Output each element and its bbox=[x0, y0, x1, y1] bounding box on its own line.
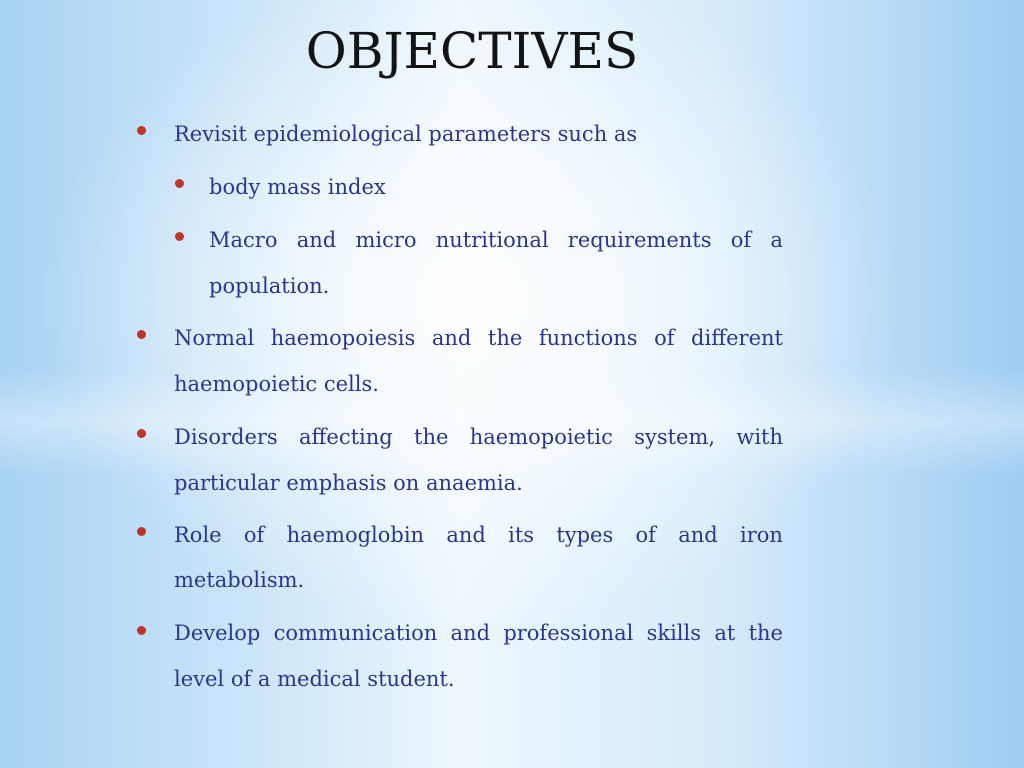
bullet-icon bbox=[137, 126, 146, 135]
bullet-icon bbox=[137, 429, 146, 438]
slide-title: OBJECTIVES bbox=[305, 22, 639, 80]
objective-item-line-2: metabolism. bbox=[174, 568, 305, 592]
objective-item-line: Revisit epidemiological parameters such as bbox=[174, 122, 638, 146]
objective-item-line: Disorders affecting the haemopoietic system, with bbox=[174, 425, 783, 449]
bullet-icon bbox=[175, 232, 184, 241]
sub-item-line-2: population. bbox=[209, 274, 330, 298]
bullet-icon bbox=[137, 330, 146, 339]
bullet-icon bbox=[137, 626, 146, 635]
bullet-icon bbox=[137, 527, 146, 536]
objective-item-line: Normal haemopoiesis and the functions of different bbox=[174, 326, 783, 350]
objective-item-line-2: level of a medical student. bbox=[174, 667, 455, 691]
sub-item-line: Macro and micro nutritional requirements of a bbox=[209, 228, 783, 252]
objective-item-line-2: haemopoietic cells. bbox=[174, 372, 379, 396]
objective-item-line-2: particular emphasis on anaemia. bbox=[174, 471, 523, 495]
objective-item-line: Role of haemoglobin and its types of and iron bbox=[174, 523, 783, 547]
bullet-icon bbox=[175, 179, 184, 188]
sub-item-line: body mass index bbox=[209, 175, 386, 199]
objective-item-line: Develop communication and professional skills at the bbox=[174, 621, 783, 645]
